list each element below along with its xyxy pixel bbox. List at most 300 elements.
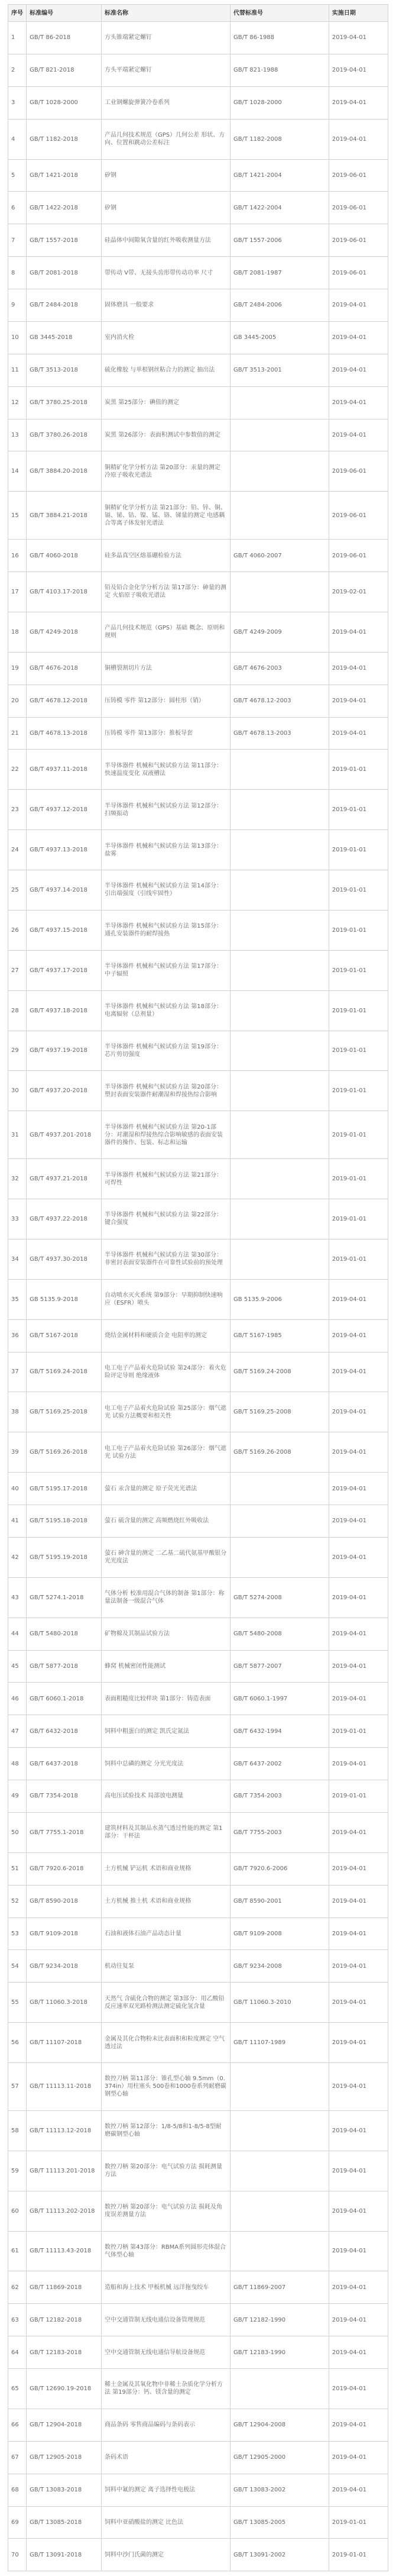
cell-standard-code: GB/T 13091-2018 — [27, 2539, 102, 2571]
table-row — [8, 1577, 388, 1618]
cell-effective-date: 2019-04-01 — [329, 1537, 388, 1577]
cell-index: 42 — [8, 1537, 27, 1577]
cell-index: 2 — [8, 54, 27, 86]
cell-index: 35 — [8, 1279, 27, 1319]
table-row — [8, 2336, 388, 2369]
cell-standard-name: 萤石 砷含量的测定 二乙基二硫代氨基甲酸银分光光度法 — [101, 1537, 230, 1577]
table-row — [8, 1199, 388, 1239]
cell-standard-code: GB/T 13083-2018 — [27, 2474, 102, 2506]
table-row — [8, 1159, 388, 1199]
cell-standard-code: GB/T 4937.30-2018 — [27, 1239, 102, 1279]
cell-standard-code: GB/T 5169.25-2018 — [27, 1392, 102, 1432]
cell-standard-name: 条码术语 — [101, 2441, 230, 2474]
cell-effective-date: 2019-04-01 — [329, 1748, 388, 1780]
table-row — [8, 685, 388, 717]
cell-standard-name: 萤石 硫含量的测定 高频燃烧红外吸收法 — [101, 1505, 230, 1538]
cell-standard-name: 烧结金属材料和硬质合金 电阻率的测定 — [101, 1319, 230, 1352]
cell-standard-code: GB/T 1422-2018 — [27, 192, 102, 224]
cell-standard-name: 土方机械 推土机 术语和商业规格 — [101, 1885, 230, 1918]
cell-standard-code: GB/T 4678.13-2018 — [27, 717, 102, 750]
cell-effective-date: 2019-04-01 — [329, 2441, 388, 2474]
cell-index: 24 — [8, 830, 27, 870]
table-row — [8, 1239, 388, 1279]
table-row — [8, 1618, 388, 1650]
cell-effective-date: 2019-06-01 — [329, 192, 388, 224]
table-row — [8, 950, 388, 990]
cell-standard-name: 气体分析 校准用混合气体的制备 第1部分：称量法制备一级混合气体 — [101, 1577, 230, 1618]
cell-replaced-standard — [230, 1159, 329, 1199]
cell-index: 19 — [8, 652, 27, 685]
table-row — [8, 2409, 388, 2441]
cell-standard-code: GB/T 4060-2018 — [27, 540, 102, 572]
cell-index: 49 — [8, 1780, 27, 1813]
table-row — [8, 1885, 388, 1918]
cell-standard-code: GB 5135.9-2018 — [27, 1279, 102, 1319]
cell-index: 25 — [8, 870, 27, 911]
cell-effective-date: 2019-04-01 — [329, 419, 388, 451]
table-row — [8, 22, 388, 54]
cell-standard-code: GB/T 8590-2018 — [27, 1885, 102, 1918]
cell-replaced-standard: GB/T 13091-2002 — [230, 2539, 329, 2571]
cell-standard-name: 硫化橡胶 与单根钢丝粘合力的测定 抽出法 — [101, 354, 230, 386]
cell-standard-name: 萤石 汞含量的测定 原子荧光光谱法 — [101, 1473, 230, 1505]
table-row — [8, 386, 388, 419]
cell-standard-code: GB/T 821-2018 — [27, 54, 102, 86]
cell-replaced-standard: GB/T 1182-2008 — [230, 119, 329, 159]
cell-replaced-standard: GB/T 4676-2003 — [230, 652, 329, 685]
table-row — [8, 1950, 388, 1983]
cell-index: 17 — [8, 572, 27, 612]
cell-replaced-standard — [230, 750, 329, 790]
cell-effective-date: 2019-04-01 — [329, 717, 388, 750]
cell-effective-date: 2019-04-01 — [329, 612, 388, 652]
cell-standard-code: GB/T 4249-2018 — [27, 612, 102, 652]
cell-index: 53 — [8, 1918, 27, 1950]
table-row — [8, 750, 388, 790]
cell-standard-code: GB/T 5195.19-2018 — [27, 1537, 102, 1577]
cell-index: 55 — [8, 1983, 27, 2023]
cell-replaced-standard: GB/T 12905-2000 — [230, 2441, 329, 2474]
table-row — [8, 1650, 388, 1683]
header-effective-date: 实施日期 — [329, 5, 388, 22]
table-row — [8, 1537, 388, 1577]
cell-replaced-standard: GB 3445-2005 — [230, 321, 329, 354]
table-row — [8, 354, 388, 386]
cell-replaced-standard — [230, 910, 329, 950]
cell-replaced-standard: GB/T 6060.1-1997 — [230, 1683, 329, 1715]
cell-standard-code: GB/T 1421-2018 — [27, 159, 102, 192]
cell-standard-name: 产品几何技术规范（GPS）几何公差 形状、方向、位置和跳动公差标注 — [101, 119, 230, 159]
cell-standard-code: GB/T 5169.26-2018 — [27, 1432, 102, 1473]
cell-index: 38 — [8, 1392, 27, 1432]
cell-replaced-standard: GB/T 4678.12-2003 — [230, 685, 329, 717]
cell-effective-date: 2019-06-01 — [329, 540, 388, 572]
cell-effective-date: 2019-04-01 — [329, 54, 388, 86]
cell-replaced-standard — [230, 419, 329, 451]
table-row — [8, 257, 388, 289]
cell-replaced-standard — [230, 950, 329, 990]
table-row — [8, 990, 388, 1031]
table-row — [8, 119, 388, 159]
table-row — [8, 790, 388, 830]
cell-replaced-standard — [230, 572, 329, 612]
cell-standard-name: 硅多晶真空区熔基硼检验方法 — [101, 540, 230, 572]
table-row — [8, 1715, 388, 1748]
cell-index: 63 — [8, 2304, 27, 2336]
cell-standard-name: 铜精矿化学分析方法 第20部分：汞量的测定 冷原子吸收光谱法 — [101, 451, 230, 492]
cell-index: 44 — [8, 1618, 27, 1650]
cell-index: 28 — [8, 990, 27, 1031]
cell-index: 30 — [8, 1071, 27, 1111]
cell-index: 57 — [8, 2063, 27, 2111]
cell-standard-name: 土方机械 铲运机 术语和商业规格 — [101, 1852, 230, 1885]
standards-table — [8, 4, 388, 2571]
cell-standard-code: GB/T 2081-2018 — [27, 257, 102, 289]
cell-replaced-standard: GB/T 12904-2008 — [230, 2409, 329, 2441]
cell-standard-code: GB/T 86-2018 — [27, 22, 102, 54]
table-row — [8, 572, 388, 612]
table-row — [8, 224, 388, 257]
table-row — [8, 1392, 388, 1432]
cell-replaced-standard: GB/T 821-1988 — [230, 54, 329, 86]
cell-replaced-standard — [230, 1239, 329, 1279]
cell-index: 48 — [8, 1748, 27, 1780]
cell-effective-date: 2019-04-01 — [329, 2369, 388, 2409]
cell-replaced-standard — [230, 1199, 329, 1239]
cell-replaced-standard: GB/T 5877-2007 — [230, 1650, 329, 1683]
cell-standard-name: 建筑材料及其制品水蒸气透过性能的测定 第1部分：干杯法 — [101, 1812, 230, 1852]
cell-standard-code: GB/T 1182-2018 — [27, 119, 102, 159]
cell-standard-code: GB/T 5274.1-2018 — [27, 1577, 102, 1618]
cell-effective-date: 2019-01-01 — [329, 1239, 388, 1279]
cell-effective-date: 2019-04-01 — [329, 2231, 388, 2271]
cell-effective-date: 2019-06-01 — [329, 451, 388, 492]
cell-standard-name: 半导体器件 机械和气候试验方法 第15部分：通孔安装器件的耐焊接热 — [101, 910, 230, 950]
table-row — [8, 1780, 388, 1813]
cell-replaced-standard: GB/T 12182-1990 — [230, 2304, 329, 2336]
cell-effective-date: 2019-04-01 — [329, 2110, 388, 2151]
cell-standard-code: GB/T 12904-2018 — [27, 2409, 102, 2441]
table-row — [8, 717, 388, 750]
cell-effective-date: 2019-04-01 — [329, 1683, 388, 1715]
table-row — [8, 2271, 388, 2304]
cell-standard-code: GB/T 4937.21-2018 — [27, 1159, 102, 1199]
cell-standard-name: 空中交通管制无线电通信设备管理规范 — [101, 2304, 230, 2336]
cell-replaced-standard: GB/T 4060-2007 — [230, 540, 329, 572]
cell-standard-name: 半导体器件 机械和气候试验方法 第12部分：扫频振动 — [101, 790, 230, 830]
cell-standard-code: GB/T 11113.201-2018 — [27, 2151, 102, 2191]
cell-replaced-standard: GB/T 8590-2001 — [230, 1885, 329, 1918]
header-standard-code: 标准编号 — [27, 5, 102, 22]
cell-replaced-standard: GB/T 2081-1987 — [230, 257, 329, 289]
cell-effective-date: 2019-01-01 — [329, 1159, 388, 1199]
cell-standard-code: GB/T 11869-2018 — [27, 2271, 102, 2304]
cell-effective-date: 2019-01-01 — [329, 950, 388, 990]
cell-standard-name: 硅晶体中间隙氧含量的红外吸收测量方法 — [101, 224, 230, 257]
cell-replaced-standard: GB/T 1557-2006 — [230, 224, 329, 257]
cell-effective-date: 2019-06-01 — [329, 224, 388, 257]
cell-effective-date: 2019-04-01 — [329, 386, 388, 419]
cell-standard-name: 金属及其化合物粉末比表面积和粒度测定 空气透过法 — [101, 2023, 230, 2063]
cell-effective-date: 2019-01-01 — [329, 790, 388, 830]
cell-standard-name: 矿物棉及其制品试验方法 — [101, 1618, 230, 1650]
table-row — [8, 910, 388, 950]
cell-standard-code: GB/T 12690.19-2018 — [27, 2369, 102, 2409]
table-row — [8, 1683, 388, 1715]
cell-replaced-standard: GB/T 6437-2002 — [230, 1748, 329, 1780]
cell-index: 67 — [8, 2441, 27, 2474]
cell-standard-code: GB/T 4937.17-2018 — [27, 950, 102, 990]
cell-standard-code: GB/T 13085-2018 — [27, 2506, 102, 2539]
cell-replaced-standard: GB/T 1421-2004 — [230, 159, 329, 192]
table-row — [8, 1279, 388, 1319]
table-row — [8, 1918, 388, 1950]
cell-index: 65 — [8, 2369, 27, 2409]
cell-effective-date: 2019-04-01 — [329, 2271, 388, 2304]
table-row — [8, 1748, 388, 1780]
cell-effective-date: 2019-01-01 — [329, 1780, 388, 1813]
cell-index: 31 — [8, 1111, 27, 1159]
cell-index: 69 — [8, 2506, 27, 2539]
cell-index: 4 — [8, 119, 27, 159]
cell-standard-code: GB/T 1557-2018 — [27, 224, 102, 257]
cell-index: 32 — [8, 1159, 27, 1199]
cell-replaced-standard — [230, 790, 329, 830]
cell-standard-code: GB/T 11113.43-2018 — [27, 2231, 102, 2271]
cell-standard-name: 机动往复泵 — [101, 1950, 230, 1983]
cell-replaced-standard: GB/T 4249-2009 — [230, 612, 329, 652]
table-row — [8, 1352, 388, 1392]
cell-replaced-standard: GB/T 5169.26-2008 — [230, 1432, 329, 1473]
cell-standard-code: GB/T 4937.13-2018 — [27, 830, 102, 870]
cell-index: 50 — [8, 1812, 27, 1852]
cell-standard-name: 半导体器件 机械和气候试验方法 第19部分：芯片剪切强度 — [101, 1031, 230, 1071]
cell-index: 26 — [8, 910, 27, 950]
cell-effective-date: 2019-04-01 — [329, 86, 388, 119]
cell-replaced-standard: GB/T 7354-2003 — [230, 1780, 329, 1813]
cell-standard-code: GB/T 2484-2018 — [27, 289, 102, 322]
cell-replaced-standard: GB/T 86-1988 — [230, 22, 329, 54]
cell-effective-date: 2019-04-01 — [329, 2304, 388, 2336]
cell-index: 14 — [8, 451, 27, 492]
cell-standard-code: GB/T 6432-2018 — [27, 1715, 102, 1748]
cell-replaced-standard — [230, 1473, 329, 1505]
cell-standard-code: GB/T 11113.202-2018 — [27, 2191, 102, 2231]
cell-standard-name: 表面粗糙度比较样块 第1部分：铸造表面 — [101, 1683, 230, 1715]
cell-standard-code: GB 3445-2018 — [27, 321, 102, 354]
cell-standard-name: 数控刀柄 第43部分：RBMA系列圆形壳体混合气体型心轴 — [101, 2231, 230, 2271]
cell-effective-date: 2019-04-01 — [329, 1279, 388, 1319]
cell-replaced-standard: GB/T 1422-2004 — [230, 192, 329, 224]
cell-standard-name: 数控刀柄 第20部分：电气试验方法 损耗及角度误差测量方法 — [101, 2191, 230, 2231]
cell-index: 45 — [8, 1650, 27, 1683]
table-row — [8, 451, 388, 492]
cell-standard-code: GB/T 11107-2018 — [27, 2023, 102, 2063]
cell-standard-code: GB/T 3780.25-2018 — [27, 386, 102, 419]
cell-standard-name: 半导体器件 机械和气候试验方法 第14部分：引出端强度（引线牢固性） — [101, 870, 230, 911]
cell-standard-name: 商品条码 零售商品编码与条码表示 — [101, 2409, 230, 2441]
cell-effective-date: 2019-04-01 — [329, 119, 388, 159]
table-row — [8, 1031, 388, 1071]
cell-standard-name: 矽钢 — [101, 159, 230, 192]
cell-index: 66 — [8, 2409, 27, 2441]
cell-effective-date: 2019-01-01 — [329, 1071, 388, 1111]
cell-replaced-standard — [230, 492, 329, 540]
cell-standard-name: 炭黑 第26部分：表面积测试中参数值的测定 — [101, 419, 230, 451]
cell-replaced-standard: GB/T 11060.3-2010 — [230, 1983, 329, 2023]
cell-effective-date: 2019-01-01 — [329, 1111, 388, 1159]
table-row — [8, 2304, 388, 2336]
header-standard-name: 标准名称 — [101, 5, 230, 22]
cell-standard-name: 电工电子产品着火危险试验 第24部分：着火危险评定导则 绝缘液体 — [101, 1352, 230, 1392]
cell-index: 62 — [8, 2271, 27, 2304]
cell-standard-code: GB/T 4937.14-2018 — [27, 870, 102, 911]
table-row — [8, 2506, 388, 2539]
cell-index: 13 — [8, 419, 27, 451]
cell-effective-date: 2019-04-01 — [329, 1950, 388, 1983]
cell-index: 70 — [8, 2539, 27, 2571]
cell-standard-code: GB/T 3780.26-2018 — [27, 419, 102, 451]
cell-replaced-standard: GB/T 13083-2002 — [230, 2474, 329, 2506]
cell-effective-date: 2019-04-01 — [329, 1650, 388, 1683]
table-row — [8, 419, 388, 451]
table-row — [8, 2063, 388, 2111]
cell-standard-code: GB/T 7354-2018 — [27, 1780, 102, 1813]
table-row — [8, 540, 388, 572]
cell-standard-name: 蜂窝 机械密闭性能测试 — [101, 1650, 230, 1683]
cell-standard-name: 半导体器件 机械和气候试验方法 第20-1部分：对潮湿和焊接热综合影响敏感的表面安装器件的操作、包装、标志和运输 — [101, 1111, 230, 1159]
cell-index: 60 — [8, 2191, 27, 2231]
table-row — [8, 1071, 388, 1111]
cell-index: 37 — [8, 1352, 27, 1392]
cell-standard-code: GB/T 3884.21-2018 — [27, 492, 102, 540]
table-row — [8, 2231, 388, 2271]
cell-replaced-standard — [230, 2110, 329, 2151]
cell-index: 27 — [8, 950, 27, 990]
table-row — [8, 1852, 388, 1885]
cell-standard-code: GB/T 3884.20-2018 — [27, 451, 102, 492]
cell-index: 52 — [8, 1885, 27, 1918]
cell-replaced-standard: GB/T 5274-2008 — [230, 1577, 329, 1618]
cell-effective-date: 2019-04-01 — [329, 685, 388, 717]
cell-replaced-standard: GB/T 5169.25-2008 — [230, 1392, 329, 1432]
cell-effective-date: 2019-04-01 — [329, 1852, 388, 1885]
cell-standard-code: GB/T 5167-2018 — [27, 1319, 102, 1352]
table-row — [8, 2369, 388, 2409]
cell-standard-code: GB/T 6437-2018 — [27, 1748, 102, 1780]
cell-replaced-standard — [230, 2151, 329, 2191]
table-row — [8, 2110, 388, 2151]
cell-standard-code: GB/T 7920.6-2018 — [27, 1852, 102, 1885]
cell-effective-date: 2019-01-01 — [329, 2539, 388, 2571]
cell-effective-date: 2019-04-01 — [329, 2151, 388, 2191]
table-row — [8, 830, 388, 870]
cell-index: 6 — [8, 192, 27, 224]
cell-standard-code: GB/T 4937.201-2018 — [27, 1111, 102, 1159]
cell-index: 40 — [8, 1473, 27, 1505]
cell-index: 56 — [8, 2023, 27, 2063]
cell-standard-name: 矽钢 — [101, 192, 230, 224]
table-row — [8, 1812, 388, 1852]
cell-standard-name: 饲料中亚硝酸盐的测定 比色法 — [101, 2506, 230, 2539]
cell-replaced-standard — [230, 2191, 329, 2231]
cell-index: 8 — [8, 257, 27, 289]
cell-standard-name: 天然气 含硫化合物的测定 第3部分：用乙酸铅反应速率双光路检测法测定硫化氢含量 — [101, 1983, 230, 2023]
cell-index: 58 — [8, 2110, 27, 2151]
table-row — [8, 289, 388, 322]
cell-replaced-standard — [230, 451, 329, 492]
cell-index: 47 — [8, 1715, 27, 1748]
cell-replaced-standard: GB/T 6432-1994 — [230, 1715, 329, 1748]
cell-effective-date: 2019-04-01 — [329, 2409, 388, 2441]
cell-replaced-standard — [230, 870, 329, 911]
cell-standard-name: 工业钢螺旋弹簧冷卷系列 — [101, 86, 230, 119]
cell-index: 7 — [8, 224, 27, 257]
cell-standard-code: GB/T 12182-2018 — [27, 2304, 102, 2336]
cell-standard-name: 压铸模 零件 第13部分：推板导套 — [101, 717, 230, 750]
table-row — [8, 2474, 388, 2506]
cell-standard-name: 数控刀柄 第11部分：锥孔型心轴 9.5mm（0.374in）用柱塞头 500卷和1000卷系列耐磨碳钢型心轴 — [101, 2063, 230, 2111]
cell-index: 64 — [8, 2336, 27, 2369]
cell-standard-code: GB/T 4937.15-2018 — [27, 910, 102, 950]
cell-index: 41 — [8, 1505, 27, 1538]
table-row — [8, 492, 388, 540]
cell-index: 11 — [8, 354, 27, 386]
cell-standard-code: GB/T 4937.11-2018 — [27, 750, 102, 790]
table-row — [8, 192, 388, 224]
cell-index: 12 — [8, 386, 27, 419]
table-row — [8, 652, 388, 685]
cell-index: 15 — [8, 492, 27, 540]
cell-effective-date: 2019-04-01 — [329, 1352, 388, 1392]
table-row — [8, 54, 388, 86]
cell-replaced-standard: GB/T 5480-2008 — [230, 1618, 329, 1650]
table-row — [8, 1505, 388, 1538]
cell-replaced-standard: GB/T 7920.6-2006 — [230, 1852, 329, 1885]
cell-index: 21 — [8, 717, 27, 750]
cell-index: 20 — [8, 685, 27, 717]
cell-effective-date: 2019-04-01 — [329, 1918, 388, 1950]
cell-standard-name: 石油和液体石油产品动态计量 — [101, 1918, 230, 1950]
table-body — [8, 22, 388, 2571]
cell-effective-date: 2019-01-01 — [329, 750, 388, 790]
cell-replaced-standard: GB/T 4678.13-2003 — [230, 717, 329, 750]
cell-standard-code: GB/T 4937.12-2018 — [27, 790, 102, 830]
cell-effective-date: 2019-04-01 — [329, 1577, 388, 1618]
cell-standard-code: GB/T 4678.12-2018 — [27, 685, 102, 717]
cell-standard-name: 铅及铅合金化学分析方法 第17部分：砷量的测定 火焰原子吸收光谱法 — [101, 572, 230, 612]
cell-effective-date: 2019-01-01 — [329, 990, 388, 1031]
cell-replaced-standard: GB/T 9234-2008 — [230, 1950, 329, 1983]
cell-replaced-standard: GB/T 13085-2005 — [230, 2506, 329, 2539]
cell-standard-code: GB/T 1028-2000 — [27, 86, 102, 119]
cell-standard-name: 数控刀柄 第20部分：电气试验方法 损耗测量方法 — [101, 2151, 230, 2191]
cell-effective-date: 2019-01-01 — [329, 870, 388, 911]
table-row — [8, 870, 388, 911]
table-row — [8, 2539, 388, 2571]
cell-effective-date: 2019-04-01 — [329, 289, 388, 322]
cell-replaced-standard: GB/T 2484-2006 — [230, 289, 329, 322]
cell-effective-date: 2019-04-01 — [329, 2474, 388, 2506]
cell-standard-code: GB/T 11060.3-2018 — [27, 1983, 102, 2023]
cell-replaced-standard — [230, 2369, 329, 2409]
cell-standard-code: GB/T 9109-2018 — [27, 1918, 102, 1950]
cell-replaced-standard — [230, 990, 329, 1031]
cell-standard-name: 空中交通管制无线电通信导航设备规范 — [101, 2336, 230, 2369]
cell-effective-date: 2019-01-01 — [329, 1199, 388, 1239]
cell-effective-date: 2019-01-01 — [329, 2506, 388, 2539]
cell-replaced-standard — [230, 2063, 329, 2111]
